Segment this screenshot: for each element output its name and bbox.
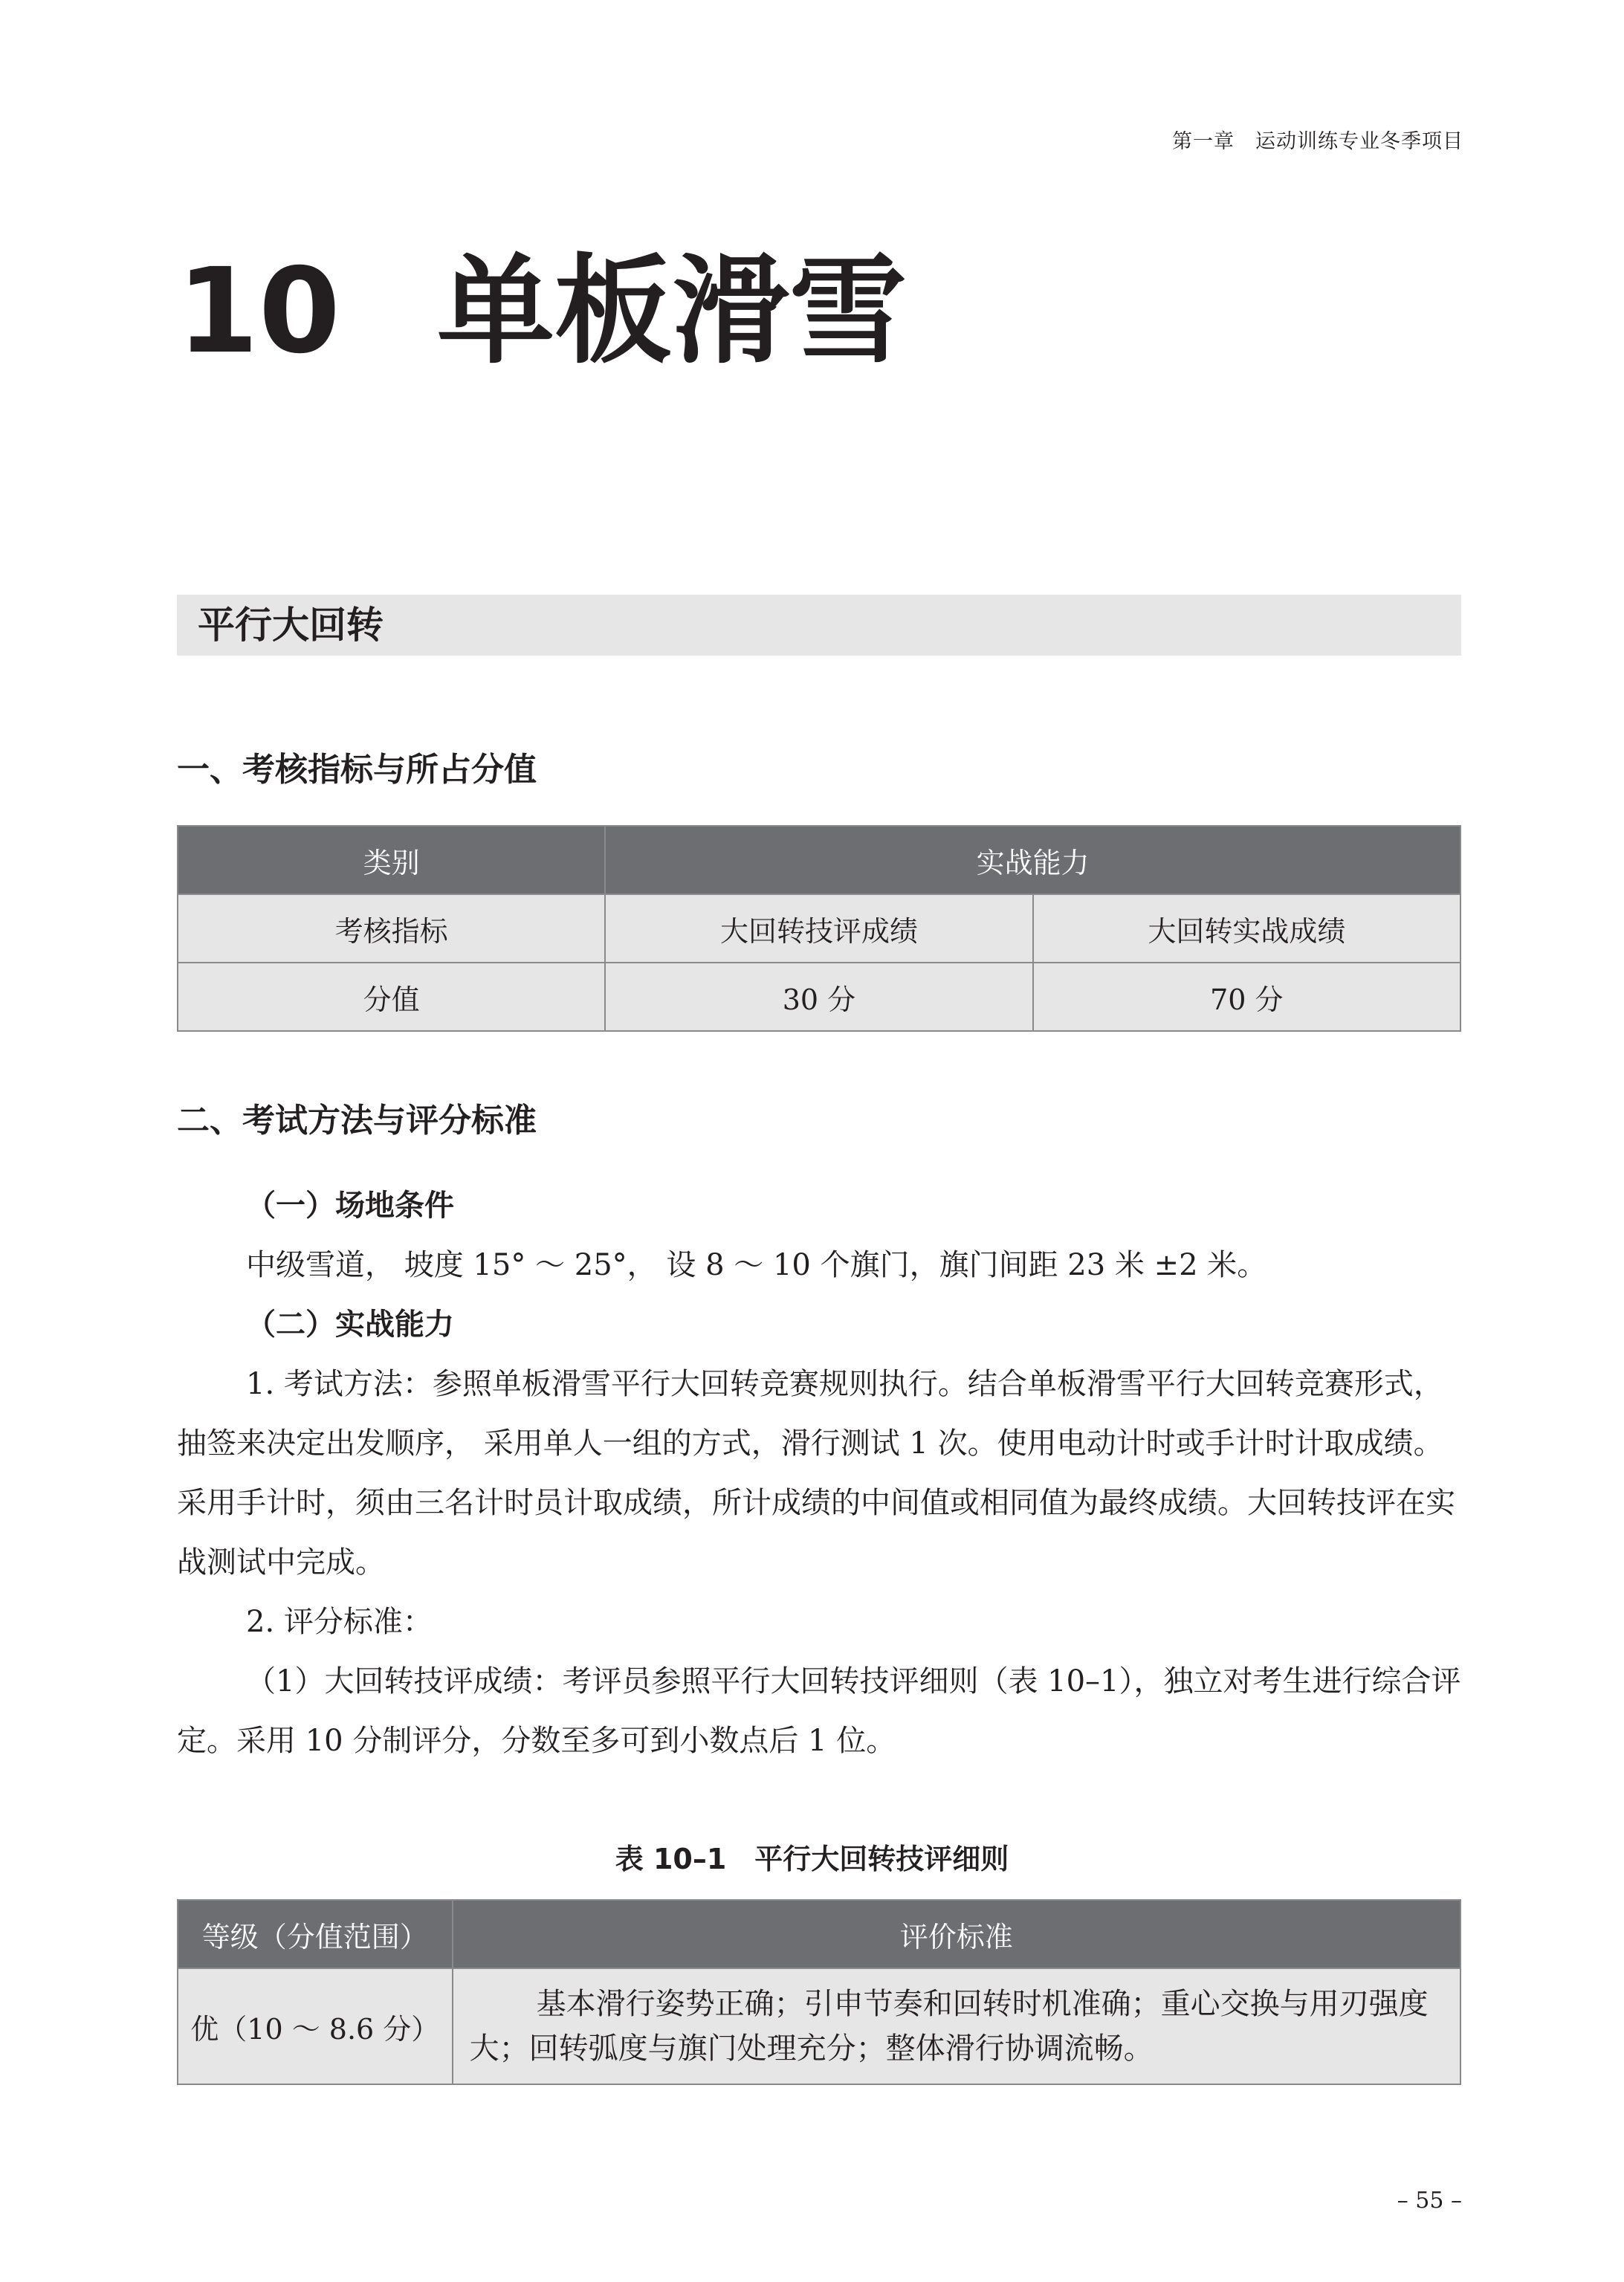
assessment-table: [177, 825, 1461, 1032]
table-cell: 考核指标: [178, 894, 605, 963]
part1-heading: 一、考核指标与所占分值: [177, 751, 537, 789]
criteria-table: [177, 1899, 1461, 2085]
scoring-heading: 2. 评分标准：: [246, 1605, 433, 1639]
table-cell: 分值: [178, 963, 605, 1031]
venue-heading: （一）场地条件: [246, 1189, 454, 1223]
table-header-cell: 类别: [178, 826, 605, 894]
table-row: [178, 963, 1460, 1031]
section-title: 平行大回转: [198, 604, 384, 647]
chapter-name: 单板滑雪: [437, 243, 907, 380]
table-header-cell: 评价标准: [453, 1900, 1460, 1968]
body-text: [177, 1176, 1461, 1771]
combat-heading: （二）实战能力: [246, 1308, 454, 1342]
table-cell: 30 分: [605, 963, 1032, 1031]
part2-heading: 二、考试方法与评分标准: [177, 1102, 537, 1140]
section-bar: [177, 595, 1461, 656]
table-cell: 70 分: [1033, 963, 1460, 1031]
table-cell: 大回转实战成绩: [1033, 894, 1460, 963]
table-cell: 大回转技评成绩: [605, 894, 1032, 963]
chapter-number: 10: [177, 243, 340, 380]
page-number: – 55 –: [1397, 2188, 1462, 2214]
criteria-text: 基本滑行姿势正确；引申节奏和回转时机准确；重心交换与用刃强度大；回转弧度与旗门处理充分；整体滑行协调流畅。: [469, 1987, 1429, 2066]
table-row: [178, 1968, 1460, 2084]
scoring-text: （1）大回转技评成绩：考评员参照平行大回转技评细则（表 10–1），独立对考生进行综合评定。采用 10 分制评分，分数至多可到小数点后 1 位。: [177, 1664, 1461, 1758]
criteria-cell: [453, 1968, 1460, 2084]
table-header-cell: 等级（分值范围）: [178, 1900, 453, 1968]
chapter-title: [177, 243, 907, 380]
grade-cell: 优（10 ～ 8.6 分）: [178, 1968, 453, 2084]
table-row: [178, 894, 1460, 963]
running-head: 第一章 运动训练专业冬季项目: [1172, 130, 1463, 153]
table-header-row: [178, 1900, 1460, 1968]
table-header-cell: 实战能力: [605, 826, 1460, 894]
venue-text: 中级雪道， 坡度 15° ～ 25°， 设 8 ～ 10 个旗门，旗门间距 23 米 ±2 米。: [246, 1248, 1267, 1282]
method-text: 1. 考试方法：参照单板滑雪平行大回转竞赛规则执行。结合单板滑雪平行大回转竞赛形式， 抽签来决定出发顺序， 采用单人一组的方式，滑行测试 1 次。使用电动计时或手计时计取成绩。采用手计时，须由三名计时员计取成绩，所计成绩的中间值或相同值为最终成绩。大回转技评在实战测试中完成。: [177, 1367, 1455, 1580]
table-header-row: [178, 826, 1460, 894]
table-caption: 表 10–1 平行大回转技评细则: [615, 1843, 1009, 1875]
